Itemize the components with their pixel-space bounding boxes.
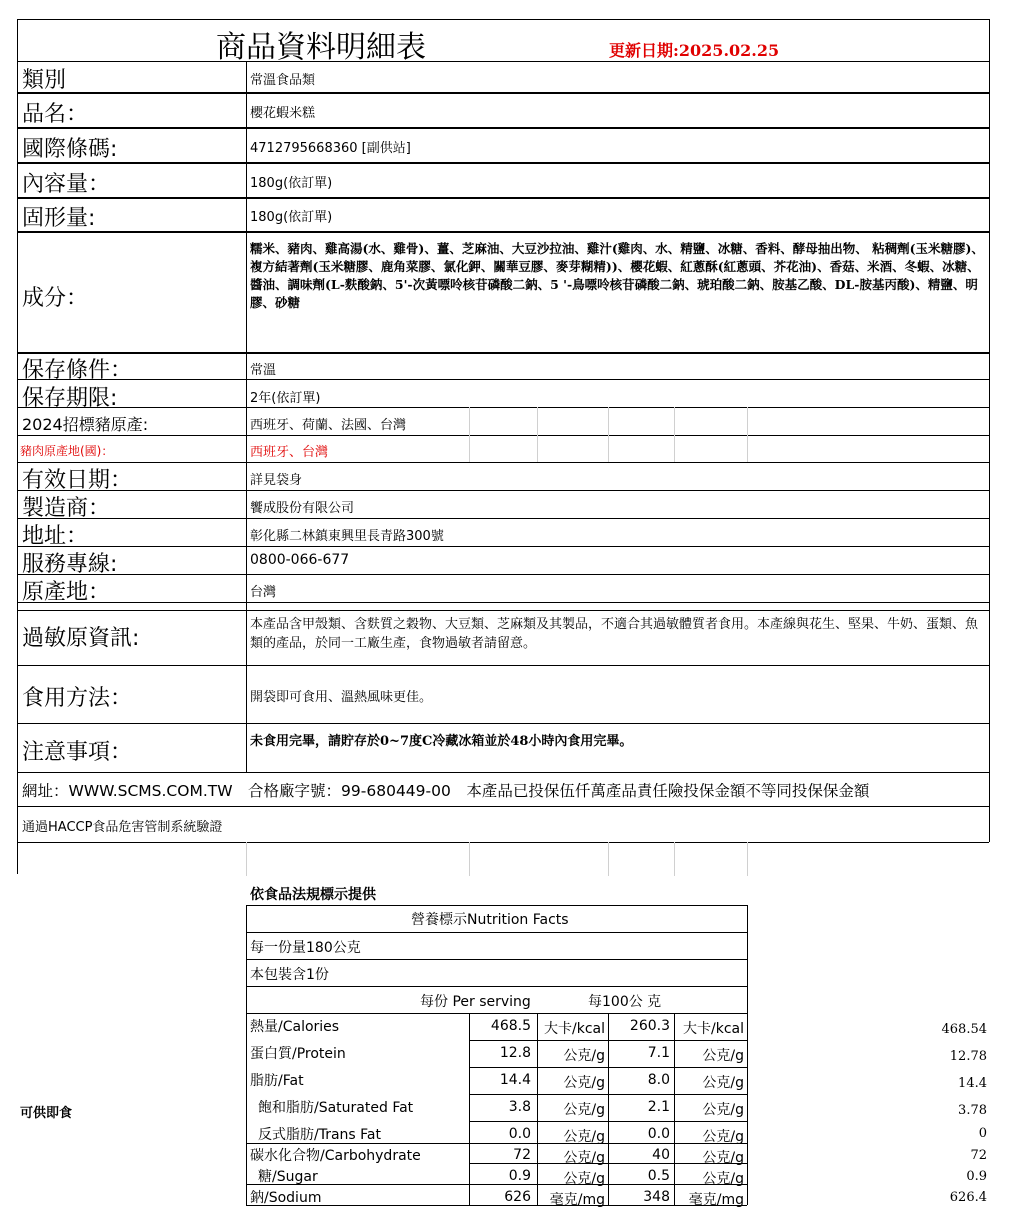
category-value: 常溫食品類 <box>250 73 316 88</box>
nutrient-calc-value: 12.78 <box>949 1049 987 1064</box>
nutrient-unit-100g: 毫克/mg <box>688 1192 744 1208</box>
nutrition-caption: 依食品法規標示提供 <box>250 887 376 903</box>
content-value: 180g(依訂單) <box>250 176 333 191</box>
nutrient-unit-serving: 毫克/mg <box>549 1192 605 1208</box>
nutrient-unit-100g: 公克/g <box>702 1150 744 1166</box>
website-info: 網址：WWW.SCMS.COM.TW 合格廠字號：99-680449-00 本產品已投保伍仟萬產品責任險投保金額不等同投保保金額 <box>22 782 870 800</box>
ready-to-eat-note: 可供即食 <box>20 1106 73 1121</box>
notice-value: 未食用完畢，請貯存於0~7度C冷藏冰箱並於48小時內食用完畢。 <box>250 734 633 749</box>
nutrient-name: 反式脂肪/Trans Fat <box>258 1127 381 1143</box>
shelf-life-value: 2年(依訂單) <box>250 391 321 406</box>
nutrient-calc-value: 14.4 <box>958 1076 987 1091</box>
usage-label: 食用方法： <box>22 686 133 711</box>
nutrient-per-serving: 14.4 <box>499 1072 531 1088</box>
ingredients-value: 糯米、豬肉、雞高湯(水、雞骨)、薑、芝麻油、大豆沙拉油、雞汁(雞肉、水、精鹽、冰糖、香料、酵母抽出物、 粘稠劑(玉米糖膠)、複方結著劑(玉米糖膠、鹿角菜膠、氯化鉀、關華豆膠、麥芽糊精))、櫻花蝦、紅蔥酥(紅蔥頭、芥花油)、香菇、米酒、冬蝦、冰糖、醬油、調味劑(L-麩酸鈉、5'-次黃嘌呤核苷磷酸二鈉、5 '-鳥嘌呤核苷磷酸二鈉、琥珀酸二鈉、胺基乙酸、DL-胺基丙酸)、精鹽、明膠、砂糖 <box>250 241 984 310</box>
solid-label: 固形量: <box>22 206 96 231</box>
nutrient-calc-value: 3.78 <box>958 1103 987 1118</box>
update-date: 更新日期:2025.02.25 <box>609 41 780 60</box>
nutrient-name: 飽和脂肪/Saturated Fat <box>258 1100 414 1116</box>
nutrient-unit-100g: 公克/g <box>702 1129 744 1145</box>
usage-value: 開袋即可食用、溫熱風味更佳。 <box>250 690 433 705</box>
nutrient-per-serving: 12.8 <box>499 1045 531 1061</box>
notice-label: 注意事項： <box>22 740 133 765</box>
nutrient-calc-value: 468.54 <box>941 1022 987 1037</box>
serving-size: 每一份量180公克 <box>250 940 361 956</box>
nutrient-per-serving: 0.9 <box>508 1168 531 1184</box>
pork-origin-value: 西班牙、台灣 <box>250 445 329 460</box>
address-label: 地址： <box>22 524 89 549</box>
nutrient-name: 碳水化合物/Carbohydrate <box>250 1148 421 1164</box>
name-label: 品名： <box>22 102 89 127</box>
col-header-serving: 每份 Per serving <box>420 994 531 1010</box>
nutrition-title: 營養標示Nutrition Facts <box>411 912 569 928</box>
nutrient-unit-100g: 公克/g <box>702 1171 744 1187</box>
origin-label: 原產地： <box>22 580 111 605</box>
nutrient-unit-100g: 公克/g <box>702 1075 744 1091</box>
storage-value: 常溫 <box>250 363 277 378</box>
nutrient-unit-serving: 大卡/kcal <box>544 1021 605 1037</box>
name-value: 櫻花蝦米糕 <box>250 106 316 121</box>
nutrient-unit-serving: 公克/g <box>563 1075 605 1091</box>
allergen-value: 本產品含甲殼類、含麩質之穀物、大豆類、芝麻類及其製品，不適合其過敏體質者食用。本產線與花生、堅果、牛奶、蛋類、魚類的產品，於同一工廠生產，食物過敏者請留意。 <box>250 617 979 651</box>
nutrient-per-100g: 0.5 <box>647 1168 670 1184</box>
page-title: 商品資料明細表 <box>216 30 426 65</box>
pork-2024-label: 2024招標豬原產: <box>22 415 149 434</box>
nutrient-unit-serving: 公克/g <box>563 1150 605 1166</box>
expiry-value: 詳見袋身 <box>250 473 303 488</box>
nutrient-per-100g: 8.0 <box>647 1072 670 1088</box>
nutrient-unit-serving: 公克/g <box>563 1102 605 1118</box>
nutrient-name: 糖/Sugar <box>258 1169 318 1185</box>
pork-2024-value: 西班牙、荷蘭、法國、台灣 <box>250 418 407 433</box>
solid-value: 180g(依訂單) <box>250 210 333 225</box>
content-label: 內容量： <box>22 172 111 197</box>
nutrient-per-serving: 0.0 <box>508 1126 531 1142</box>
nutrient-unit-100g: 公克/g <box>702 1048 744 1064</box>
haccp-cert: 通過HACCP食品危害管制系統驗證 <box>22 820 223 835</box>
storage-label: 保存條件： <box>22 358 133 383</box>
nutrient-name: 脂肪/Fat <box>250 1073 304 1089</box>
address-value: 彰化縣二林鎮東興里長青路300號 <box>250 529 444 544</box>
nutrient-per-100g: 7.1 <box>647 1045 670 1061</box>
nutrient-per-serving: 468.5 <box>490 1018 531 1034</box>
nutrient-unit-100g: 大卡/kcal <box>683 1021 744 1037</box>
maker-label: 製造商： <box>22 496 111 521</box>
ingredients-label: 成分： <box>22 286 89 311</box>
nutrient-per-serving: 626 <box>504 1189 531 1205</box>
nutrient-per-serving: 3.8 <box>508 1099 531 1115</box>
hotline-value: 0800-066-677 <box>250 552 350 568</box>
maker-value: 饗成股份有限公司 <box>250 501 355 516</box>
shelf-life-label: 保存期限: <box>22 386 118 411</box>
origin-value: 台灣 <box>250 585 277 600</box>
nutrient-per-serving: 72 <box>513 1147 531 1163</box>
nutrient-calc-value: 72 <box>970 1148 987 1163</box>
nutrient-per-100g: 2.1 <box>647 1099 670 1115</box>
expiry-label: 有效日期： <box>22 468 133 493</box>
nutrient-per-100g: 0.0 <box>647 1126 670 1142</box>
nutrient-name: 鈉/Sodium <box>250 1190 322 1206</box>
allergen-label: 過敏原資訊: <box>22 626 140 651</box>
hotline-label: 服務專線: <box>22 552 118 577</box>
nutrient-per-100g: 40 <box>652 1147 670 1163</box>
nutrient-calc-value: 626.4 <box>949 1190 987 1205</box>
nutrient-per-100g: 260.3 <box>629 1018 670 1034</box>
nutrient-unit-serving: 公克/g <box>563 1171 605 1187</box>
col-header-100g: 每100公 克 <box>588 994 662 1010</box>
nutrient-calc-value: 0.9 <box>966 1169 987 1184</box>
barcode-value: 4712795668360 [副供站] <box>250 141 411 156</box>
barcode-label: 國際條碼: <box>22 137 118 162</box>
nutrient-per-100g: 348 <box>643 1189 670 1205</box>
servings-per-package: 本包裝含1份 <box>250 967 329 983</box>
nutrient-name: 熱量/Calories <box>250 1019 340 1035</box>
nutrient-unit-100g: 公克/g <box>702 1102 744 1118</box>
nutrient-unit-serving: 公克/g <box>563 1048 605 1064</box>
category-label: 類別 <box>22 68 67 93</box>
nutrient-name: 蛋白質/Protein <box>250 1046 346 1062</box>
nutrient-unit-serving: 公克/g <box>563 1129 605 1145</box>
nutrient-calc-value: 0 <box>978 1126 987 1141</box>
pork-origin-label: 豬肉原產地(國)： <box>20 444 114 458</box>
